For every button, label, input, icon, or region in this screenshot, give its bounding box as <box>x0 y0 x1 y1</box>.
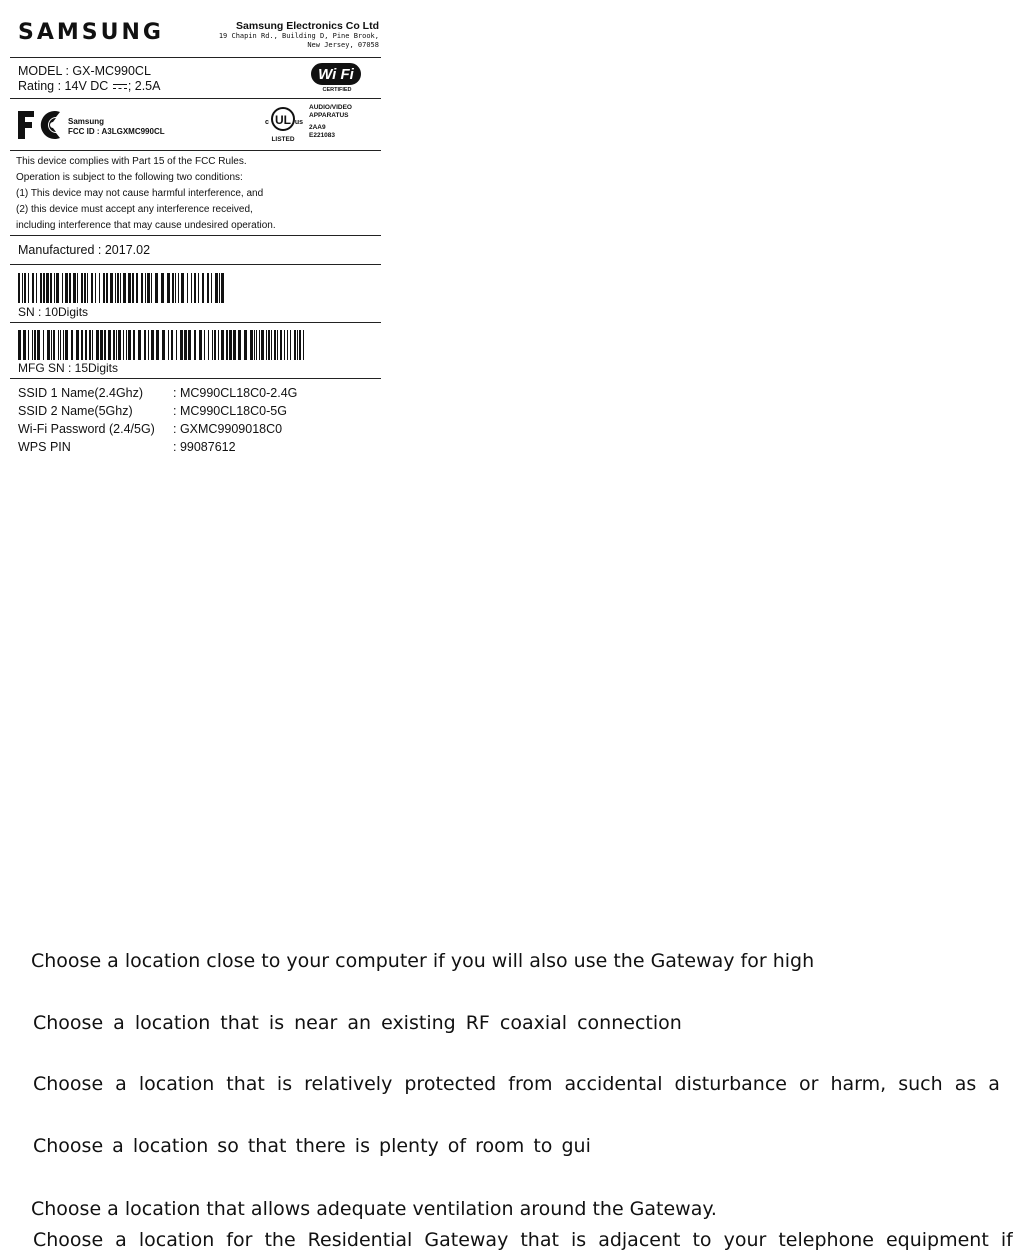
barcode-bar <box>87 273 88 303</box>
ul-category <box>309 104 352 140</box>
barcode-bar <box>123 330 124 360</box>
barcode-bar <box>56 273 59 303</box>
ul-listed-logo-icon <box>264 104 302 146</box>
barcode-bar <box>151 330 154 360</box>
barcode-bar <box>178 273 179 303</box>
company-info <box>219 20 379 50</box>
barcode-bar <box>211 273 212 303</box>
instruction-line: Choose a location so that there is plenty of room to gui <box>33 1135 591 1157</box>
barcode-bar <box>144 330 146 360</box>
barcode-bar <box>284 330 285 360</box>
barcode-bar <box>32 273 34 303</box>
barcode-bar <box>28 330 29 360</box>
wifi-row-ssid2 <box>18 404 287 418</box>
barcode-bar <box>208 330 209 360</box>
barcode-bar <box>138 330 141 360</box>
compliance-line: including interference that may cause undesired operation. <box>16 220 276 231</box>
serial-barcode <box>18 273 228 303</box>
barcode-bar <box>171 330 173 360</box>
barcode-bar <box>128 273 131 303</box>
fcc-text <box>68 117 165 137</box>
barcode-bar <box>32 330 33 360</box>
wifi-key: Wi-Fi Password (2.4/5G) <box>18 422 155 436</box>
wifi-value: : MC990CL18C0-2.4G <box>173 386 298 400</box>
barcode-bar <box>233 330 236 360</box>
barcode-bar <box>136 273 138 303</box>
ul-center-mark: UL <box>275 113 291 127</box>
ul-code2: E221083 <box>309 132 336 139</box>
barcode-bar <box>69 273 71 303</box>
barcode-bar <box>28 273 29 303</box>
barcode-bar <box>162 330 165 360</box>
barcode-bar <box>120 273 121 303</box>
barcode-bar <box>51 330 52 360</box>
barcode-bar <box>117 273 119 303</box>
barcode-bar <box>280 330 282 360</box>
wifi-row-ssid1 <box>18 386 297 400</box>
barcode-bar <box>155 273 158 303</box>
barcode-bar <box>77 273 78 303</box>
barcode-bar <box>43 330 44 360</box>
barcode-bar <box>181 273 184 303</box>
barcode-bar <box>91 273 93 303</box>
barcode-bar <box>106 273 108 303</box>
barcode-bar <box>167 273 170 303</box>
barcode-bar <box>268 330 270 360</box>
barcode-bar <box>274 330 276 360</box>
barcode-bar <box>60 330 61 360</box>
barcode-bar <box>194 273 196 303</box>
barcode-bar <box>116 330 117 360</box>
barcode-bar <box>92 330 93 360</box>
barcode-bar <box>115 273 116 303</box>
model-section <box>10 58 381 99</box>
barcode-bar <box>18 330 21 360</box>
barcode-bar <box>187 273 188 303</box>
wifi-certified-logo <box>311 63 363 93</box>
company-address-line2: New Jersey, 07058 <box>307 41 379 49</box>
barcode-bar <box>204 330 205 360</box>
barcode-bar <box>47 330 50 360</box>
barcode-bar <box>218 330 219 360</box>
barcode-bar <box>259 330 260 360</box>
barcode-bar <box>161 273 164 303</box>
barcode-bar <box>256 330 257 360</box>
barcode-bar <box>73 273 76 303</box>
product-label <box>10 12 381 461</box>
barcode-bar <box>147 273 150 303</box>
fcc-compliance-section <box>10 151 381 236</box>
barcode-bar <box>118 330 121 360</box>
compliance-line: (2) this device must accept any interference received, <box>16 204 253 215</box>
barcode-bar <box>43 273 45 303</box>
barcode-bar <box>108 330 111 360</box>
wifi-certified-text: CERTIFIED <box>322 87 352 93</box>
ul-right-mark: us <box>294 119 304 126</box>
barcode-bar <box>100 330 103 360</box>
barcode-bar <box>96 330 99 360</box>
barcode-bar <box>184 330 187 360</box>
barcode-bar <box>212 330 213 360</box>
wifi-value: : GXMC9909018C0 <box>173 422 283 436</box>
barcode-bar <box>18 273 20 303</box>
barcode-bar <box>104 330 106 360</box>
barcode-bar <box>126 330 127 360</box>
dc-symbol-icon <box>113 83 127 91</box>
barcode-bar <box>250 330 253 360</box>
barcode-bar <box>110 273 113 303</box>
barcode-bar <box>99 273 100 303</box>
compliance-text <box>16 154 276 234</box>
manufactured-date: Manufactured : 2017.02 <box>18 243 151 257</box>
barcode-bar <box>141 273 143 303</box>
barcode-bar <box>207 273 209 303</box>
barcode-bar <box>303 330 304 360</box>
barcode-bar <box>65 273 68 303</box>
manufactured-section <box>10 236 381 265</box>
wifi-key: SSID 2 Name(5Ghz) <box>18 404 133 418</box>
mfg-serial-section <box>10 323 381 379</box>
certification-section <box>10 99 381 151</box>
samsung-logo: SAMSUNG <box>18 20 164 45</box>
barcode-bar <box>132 273 134 303</box>
barcode-bar <box>123 273 126 303</box>
barcode-bar <box>168 330 169 360</box>
mfg-serial-caption: MFG SN : 15Digits <box>18 361 119 375</box>
fcc-id: FCC ID : A3LGXMC990CL <box>68 127 165 136</box>
rating-prefix: Rating : 14V DC <box>18 79 109 93</box>
ul-category-line2: APPARATUS <box>309 112 349 119</box>
barcode-bar <box>172 273 174 303</box>
barcode-bar <box>54 273 55 303</box>
barcode-bar <box>81 273 83 303</box>
barcode-bar <box>151 273 152 303</box>
barcode-bar <box>36 273 37 303</box>
barcode-bar <box>148 330 149 360</box>
barcode-bar <box>188 330 191 360</box>
barcode-bar <box>180 330 183 360</box>
fcc-logo-icon <box>16 109 62 141</box>
ul-category-line1: AUDIO/VIDEO <box>309 104 352 111</box>
barcode-bar <box>199 330 202 360</box>
barcode-bar <box>175 273 176 303</box>
compliance-line: (1) This device may not cause harmful interference, and <box>16 188 264 199</box>
barcode-bar <box>103 273 105 303</box>
ul-listed-text: LISTED <box>271 136 295 143</box>
barcode-bar <box>176 330 177 360</box>
rating-suffix: ; 2.5A <box>127 79 161 93</box>
barcode-bar <box>81 330 83 360</box>
wifi-value: : MC990CL18C0-5G <box>173 404 287 418</box>
barcode-bar <box>221 330 224 360</box>
barcode-bar <box>71 330 73 360</box>
ul-code1: 2AA9 <box>309 124 326 131</box>
wifi-credentials-section <box>10 379 381 461</box>
barcode-bar <box>226 330 228 360</box>
wifi-logo-icon: Wi Fi <box>311 63 361 85</box>
barcode-bar <box>53 330 55 360</box>
barcode-bar <box>254 330 255 360</box>
instruction-line: Choose a location that is near an existing RF coaxial connection <box>33 1012 682 1034</box>
company-address-line1: 19 Chapin Rd., Building D, Pine Brook, <box>218 32 379 40</box>
barcode-bar <box>76 330 79 360</box>
barcode-bar <box>40 273 42 303</box>
serial-number-section <box>10 265 381 323</box>
wifi-key: WPS PIN <box>18 440 71 454</box>
barcode-bar <box>133 330 135 360</box>
barcode-bar <box>65 330 68 360</box>
fcc-manufacturer: Samsung <box>68 117 105 126</box>
wifi-row-wps-pin <box>18 440 236 454</box>
barcode-bar <box>89 330 91 360</box>
barcode-bar <box>215 273 218 303</box>
barcode-bar <box>271 330 272 360</box>
barcode-bar <box>297 330 298 360</box>
barcode-bar <box>198 273 199 303</box>
barcode-bar <box>34 330 36 360</box>
serial-caption: SN : 10Digits <box>18 305 89 319</box>
barcode-bar <box>58 330 59 360</box>
barcode-bar <box>287 330 288 360</box>
instruction-line: Choose a location that is relatively protected from accidental disturbance or harm, such as a <box>33 1073 1000 1095</box>
barcode-bar <box>261 330 264 360</box>
barcode-bar <box>219 273 220 303</box>
barcode-bar <box>277 330 278 360</box>
barcode-bar <box>85 330 87 360</box>
barcode-bar <box>244 330 247 360</box>
model-text: MODEL : GX-MC990CL <box>18 64 151 78</box>
barcode-bar <box>24 273 26 303</box>
mfg-serial-barcode <box>18 330 306 360</box>
barcode-bar <box>194 330 196 360</box>
barcode-bar <box>266 330 267 360</box>
barcode-bar <box>299 330 301 360</box>
barcode-bar <box>229 330 232 360</box>
compliance-line: Operation is subject to the following two conditions: <box>16 172 243 183</box>
barcode-bar <box>22 273 23 303</box>
wifi-row-password <box>18 422 282 436</box>
instruction-line: Choose a location close to your computer if you will also use the Gateway for high <box>31 950 815 972</box>
barcode-bar <box>221 273 224 303</box>
instruction-line: Choose a location that allows adequate ventilation around the Gateway. <box>31 1198 717 1220</box>
barcode-bar <box>238 330 241 360</box>
barcode-bar <box>145 273 146 303</box>
barcode-bar <box>95 273 96 303</box>
rating-text <box>18 79 160 93</box>
barcode-bar <box>63 330 64 360</box>
barcode-bar <box>23 330 26 360</box>
barcode-bar <box>156 330 159 360</box>
barcode-bar <box>46 273 49 303</box>
barcode-bar <box>50 273 52 303</box>
wifi-value: : 99087612 <box>173 440 236 454</box>
company-name: Samsung Electronics Co Ltd <box>236 20 379 32</box>
instruction-line: Choose a location for the Residential Gateway that is adjacent to your telephone equipment if <box>33 1229 1013 1251</box>
label-header <box>10 12 381 58</box>
barcode-bar <box>128 330 131 360</box>
barcode-bar <box>290 330 291 360</box>
compliance-line: This device complies with Part 15 of the FCC Rules. <box>16 156 247 167</box>
barcode-bar <box>84 273 86 303</box>
ul-left-mark: c <box>265 119 269 126</box>
barcode-bar <box>191 273 192 303</box>
barcode-bar <box>113 330 115 360</box>
wifi-key: SSID 1 Name(2.4Ghz) <box>18 386 144 400</box>
barcode-bar <box>62 273 63 303</box>
barcode-bar <box>202 273 204 303</box>
barcode-bar <box>37 330 40 360</box>
barcode-bar <box>214 330 216 360</box>
barcode-bar <box>294 330 296 360</box>
